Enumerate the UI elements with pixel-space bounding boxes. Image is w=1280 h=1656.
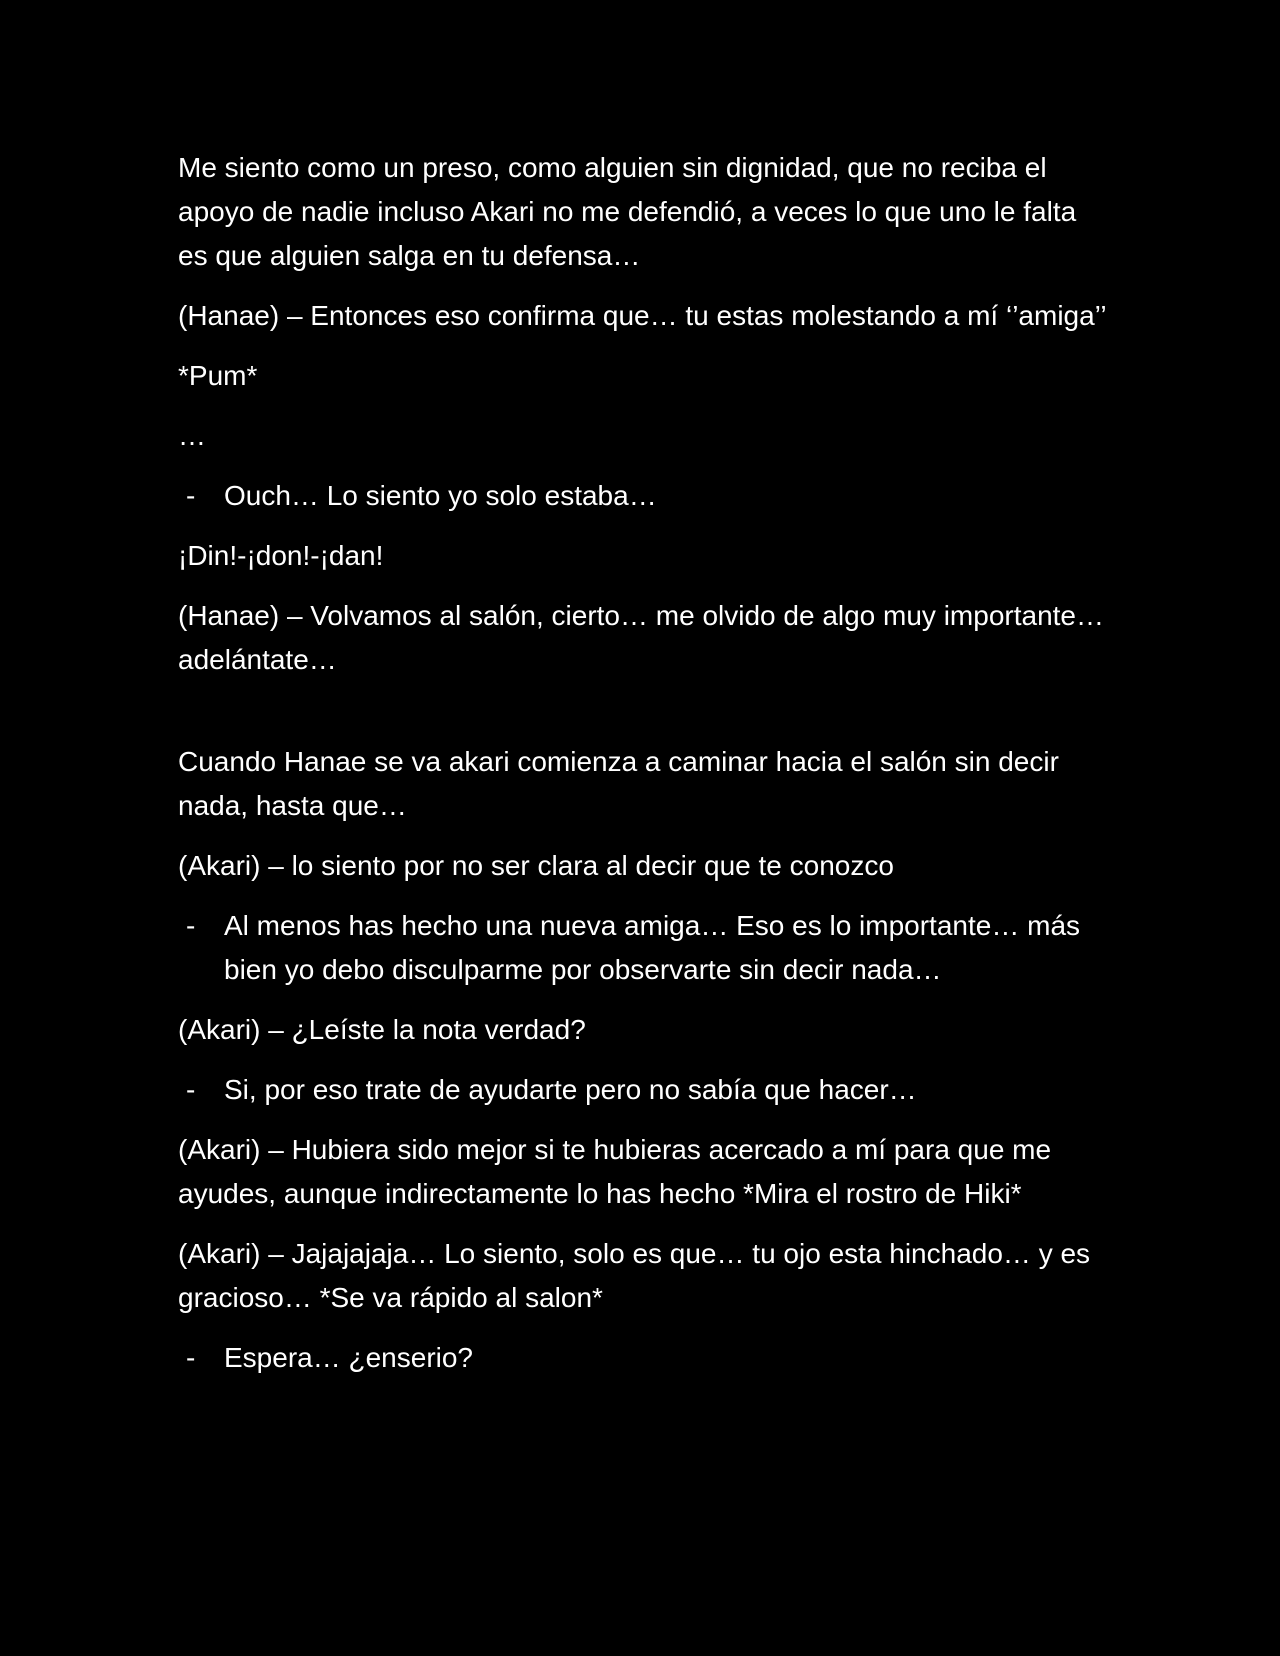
- dialogue-text: Ouch… Lo siento yo solo estaba…: [224, 480, 657, 511]
- paragraph: Cuando Hanae se va akari comienza a caminar hacia el salón sin decir nada, hasta que…: [178, 746, 1059, 821]
- dialogue-line: [178, 904, 1108, 992]
- paragraph: Me siento como un preso, como alguien sin dignidad, que no reciba el apoyo de nadie incluso Akari no me defendió, a veces lo que uno le falta es que alguien salga en tu defensa…: [178, 152, 1077, 271]
- dialogue-line: [178, 1336, 1108, 1380]
- paragraph: …: [178, 420, 206, 451]
- paragraph: (Akari) – Jajajajaja… Lo siento, solo es que… tu ojo esta hinchado… y es gracioso… *Se va rápido al salon*: [178, 1238, 1091, 1313]
- dialogue-line: [178, 1068, 1108, 1112]
- paragraph: (Akari) – lo siento por no ser clara al decir que te conozco: [178, 850, 894, 881]
- dialogue-text: Si, por eso trate de ayudarte pero no sabía que hacer…: [224, 1074, 917, 1105]
- dialogue-text: Al menos has hecho una nueva amiga… Eso es lo importante… más bien yo debo disculparme por observarte sin decir nada…: [224, 910, 1081, 985]
- paragraph: (Hanae) – Entonces eso confirma que… tu estas molestando a mí ‘’amiga’’: [178, 300, 1107, 331]
- paragraph: *Pum*: [178, 360, 258, 391]
- paragraph: (Akari) – Hubiera sido mejor si te hubieras acercado a mí para que me ayudes, aunque indirectamente lo has hecho *Mira el rostro de Hiki*: [178, 1134, 1052, 1209]
- paragraph: (Akari) – ¿Leíste la nota verdad?: [178, 1014, 586, 1045]
- dash-marker: -: [186, 480, 196, 511]
- document-page: [178, 146, 1108, 1396]
- dash-marker: -: [186, 1074, 196, 1105]
- paragraph: ¡Din!-¡don!-¡dan!: [178, 540, 384, 571]
- dash-marker: -: [186, 1342, 196, 1373]
- dialogue-line: [178, 474, 1108, 518]
- dialogue-text: Espera… ¿enserio?: [224, 1342, 474, 1373]
- paragraph: (Hanae) – Volvamos al salón, cierto… me olvido de algo muy importante… adelántate…: [178, 600, 1104, 675]
- dash-marker: -: [186, 910, 196, 941]
